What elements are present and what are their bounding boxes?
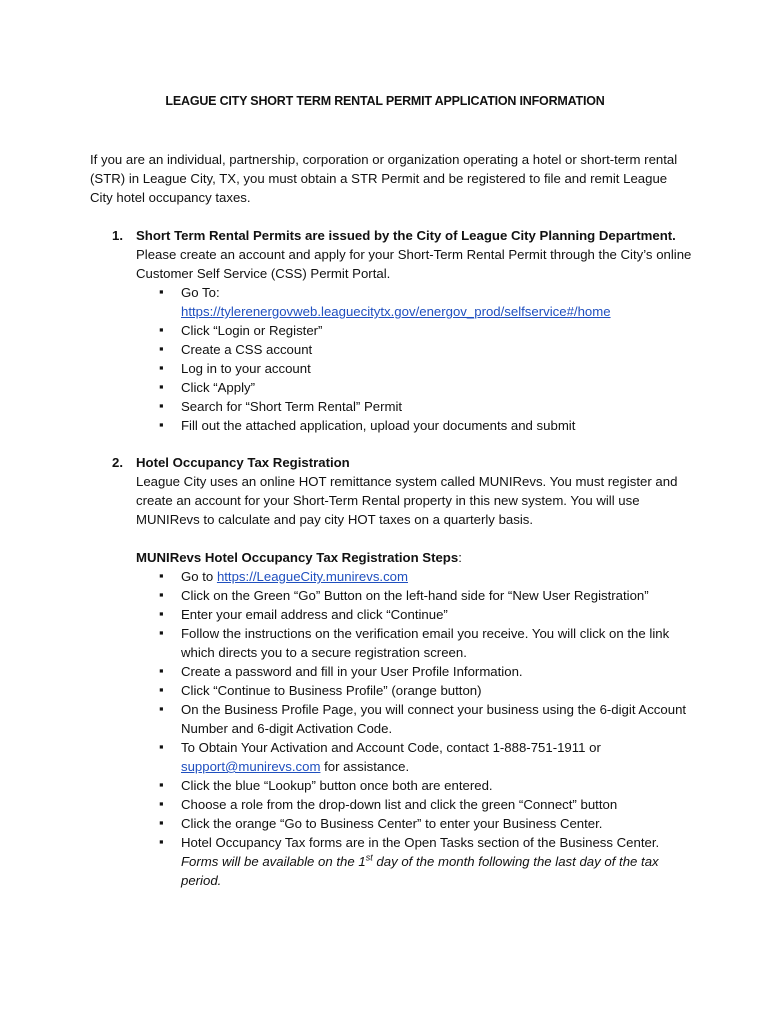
list-item: ▪ Log in to your account <box>157 359 692 378</box>
steps-heading-text: MUNIRevs Hotel Occupancy Tax Registration Steps <box>136 550 459 565</box>
steps-heading-colon: : <box>458 550 462 565</box>
css-portal-link[interactable]: https://tylerenergovweb.leaguecitytx.gov/energov_prod/selfservice#/home <box>181 304 611 319</box>
final-step-text: Hotel Occupancy Tax forms are in the Open Tasks section of the Business Center. <box>181 835 660 850</box>
section-hot-registration <box>112 453 692 890</box>
section-number: 1. <box>112 228 123 243</box>
list-item: ▪ Click the blue “Lookup” button once both are entered. <box>157 776 692 795</box>
list-item: ▪ On the Business Profile Page, you will connect your business using the 6-digit Account Number and 6-digit Activation Code. <box>157 700 692 738</box>
list-item <box>157 833 692 890</box>
list-item: ▪ Click “Login or Register” <box>157 321 692 340</box>
list-item: ▪ Follow the instructions on the verification email you receive. You will click on the link which directs you to a secure registration screen. <box>157 624 692 662</box>
list-item: ▪ Click “Apply” <box>157 378 692 397</box>
permit-steps-list <box>157 283 692 435</box>
list-item: ▪ Enter your email address and click “Continue” <box>157 605 692 624</box>
support-email-link[interactable]: support@munirevs.com <box>181 759 321 774</box>
goto-label: Go to <box>181 569 214 584</box>
availability-note <box>181 854 659 888</box>
munirevs-steps-list <box>157 567 692 890</box>
section-number: 2. <box>112 455 123 470</box>
note-text-b: day of the month following the last day of the tax period. <box>181 854 659 888</box>
note-text-a: Forms will be available on the 1 <box>181 854 366 869</box>
contact-suffix: for assistance. <box>320 759 410 774</box>
list-item: ▪ Search for “Short Term Rental” Permit <box>157 397 692 416</box>
goto-label: Go To: <box>181 285 220 300</box>
section-str-permits <box>112 226 692 435</box>
list-item <box>157 738 692 776</box>
steps-heading <box>136 548 692 567</box>
list-item <box>157 283 692 321</box>
contact-text: To Obtain Your Activation and Account Code, contact 1-888-751-1911 or <box>181 740 601 755</box>
section-text: Please create an account and apply for your Short-Term Rental Permit through the City’s online Customer Self Service (CSS) Permit Portal. <box>136 247 692 281</box>
note-superscript: st <box>365 852 373 863</box>
section-heading: Hotel Occupancy Tax Registration <box>136 455 350 470</box>
list-item: ▪ Fill out the attached application, upload your documents and submit <box>157 416 692 435</box>
list-item: ▪ Create a CSS account <box>157 340 692 359</box>
document-title: LEAGUE CITY SHORT TERM RENTAL PERMIT APPLICATION INFORMATION <box>165 94 605 108</box>
list-item <box>157 567 692 586</box>
section-text: League City uses an online HOT remittance system called MUNIRevs. You must register and create an account for your Short-Term Rental property in this new system. You will use MUNIRevs to calculate and pay city HOT taxes on a quarterly basis. <box>136 474 678 527</box>
list-item: ▪ Click “Continue to Business Profile” (orange button) <box>157 681 692 700</box>
munirevs-link[interactable]: https://LeagueCity.munirevs.com <box>216 569 408 584</box>
list-item: ▪ Click the orange “Go to Business Center” to enter your Business Center. <box>157 814 692 833</box>
section-heading: Short Term Rental Permits are issued by the City of League City Planning Department. <box>136 228 676 243</box>
intro-paragraph: If you are an individual, partnership, corporation or organization operating a hotel or short-term rental (STR) in League City, TX, you must obtain a STR Permit and be registered to file and remit League City hotel occupancy taxes. <box>90 152 678 205</box>
list-item: ▪ Create a password and fill in your User Profile Information. <box>157 662 692 681</box>
list-item: ▪ Choose a role from the drop-down list and click the green “Connect” button <box>157 795 692 814</box>
list-item: ▪ Click on the Green “Go” Button on the left-hand side for “New User Registration” <box>157 586 692 605</box>
